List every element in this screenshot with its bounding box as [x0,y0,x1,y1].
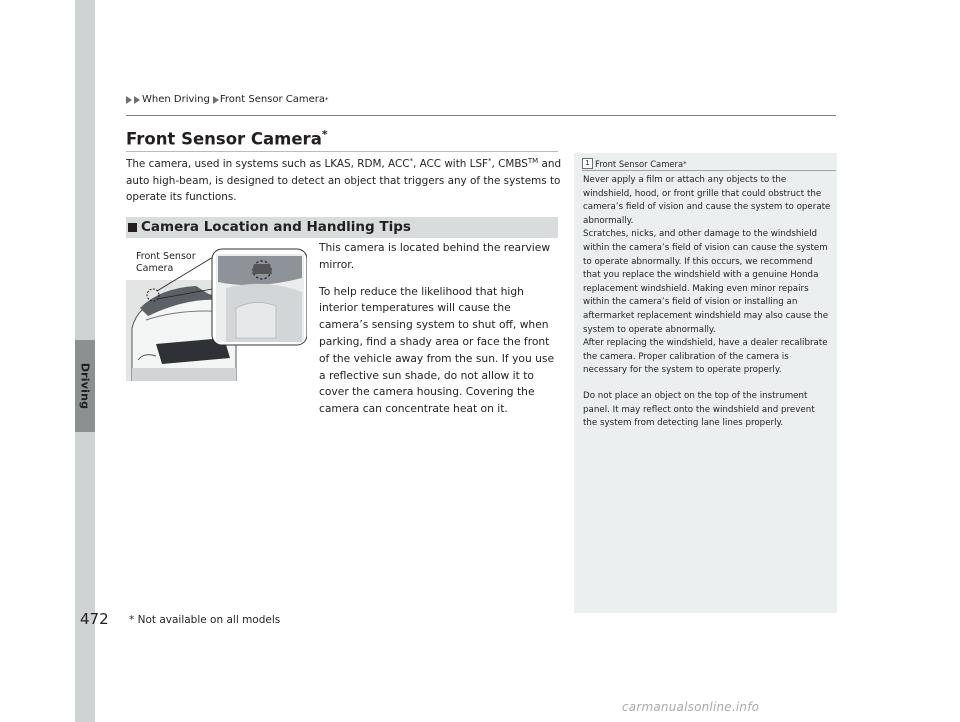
header-divider [126,115,836,116]
breadcrumb-arrow-icon [213,96,219,104]
note-paragraph: Never apply a film or attach any objects to the windshield, hood, or front grille that could obstruct the camera’s field of vision and cause the system to operate abnormally. [583,175,831,226]
note-paragraph: Do not place an object on the top of the instrument panel. It may reflect onto the windshield and prevent the system from detecting lane lines properly. [583,390,815,429]
breadcrumb-item-when-driving[interactable]: When Driving [142,94,210,105]
note-paragraph: Scratches, nicks, and other damage to the windshield within the camera’s field of vision can cause the system to operate abnormally. If this occurs, we recommend that you replace the windshield with a genuine Honda replacement windshield. Making even minor repairs within the camera’s field of vision or installing an aftermarket replacement windshield may also cause the system to operate abnormally. [583,229,829,335]
callout-label: Front Sensor Camera [136,251,196,274]
breadcrumb-arrow-icon [126,96,132,104]
section-square-icon [128,223,137,232]
page-number: 472 [80,610,109,628]
breadcrumb-arrow-icon [134,96,140,104]
side-note-heading: 1 Front Sensor Camera * [582,158,687,169]
intro-paragraph: The camera, used in systems such as LKAS, RDM, ACC*, ACC with LSF*, CMBS™ and auto high-beam, is designed to detect an object that triggers any of the systems to operate its functions. [126,157,562,204]
side-note-divider [582,170,836,171]
watermark: carmanualsonline.info [622,700,760,714]
title-divider [126,151,558,152]
breadcrumb-item-front-sensor-camera[interactable]: Front Sensor Camera [219,94,326,105]
body-text [319,240,559,428]
intro-asterisk: * [488,157,492,165]
page-title: Front Sensor Camera* [126,128,328,149]
title-asterisk: * [321,128,328,141]
note-number-icon: 1 [582,158,593,169]
trademark-symbol: TM [527,157,539,165]
note-paragraph: After replacing the windshield, have a dealer recalibrate the camera. Proper calibration of the camera is necessary for the system to operate properly. [583,338,828,376]
intro-asterisk: * [409,157,413,165]
body-paragraph: To help reduce the likelihood that high interior temperatures will cause the camera’s sensing system to shut off, when parking, find a shady area or face the front of the vehicle away from the sun. If you use a reflective sun shade, do not allow it to cover the camera housing. Covering the camera can concentrate heat on it. [319,284,555,416]
body-paragraph: This camera is located behind the rearview mirror. [319,241,551,271]
section-title: Camera Location and Handling Tips [128,219,411,235]
breadcrumb: When Driving Front Sensor Camera * [126,94,329,105]
footnote: * Not available on all models [129,614,281,626]
side-note-body [583,174,831,443]
